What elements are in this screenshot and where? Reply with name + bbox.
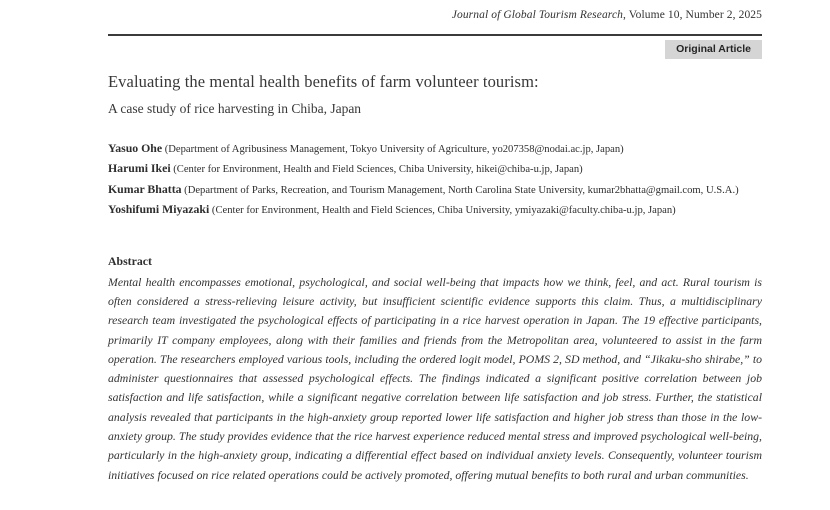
article-type-badge: Original Article (665, 40, 762, 59)
author-line (108, 139, 762, 159)
issue-info: , Volume 10, Number 2, 2025 (623, 9, 762, 21)
author-affiliation: (Center for Environment, Health and Field Sciences, Chiba University, ymiyazaki@faculty.chiba-u.jp, Japan) (209, 205, 676, 217)
abstract-heading: Abstract (108, 253, 152, 268)
abstract-text: Mental health encompasses emotional, psychological, and social well-being that impacts how we think, feel, and act. Rural tourism is often considered a stress-relieving leisure activity, but insufficient scientific evidence supports this claim. Thus, a multidisciplinary research team investigated the psychological effects of participating in a rice harvest operation in Japan. The 19 effective participants, primarily IT company employees, along with their families and friends from the Metropolitan area, volunteered to assist in the farm operation. The researchers employed various tools, including the ordered logit model, POMS 2, SD method, and “Jikaku-sho shirabe,” to administer questionnaires that assessed psychological effects. The findings indicated a significant positive correlation between job satisfaction and life satisfaction, while a significant negative correlation between life satisfaction and job stress. Further, the statistical analysis revealed that participants in the high-anxiety group reported lower life satisfaction and higher job stress than those in the low-anxiety group. The study provides evidence that the rice harvest experience reduced mental stress and improved psychological well-being, particularly in the high-anxiety group, indicating a differential effect based on individual anxiety levels. Consequently, volunteer tourism initiatives focused on rice related operations could be actively promoted, offering mutual benefits to both rural and urban communities. (108, 274, 762, 482)
author-affiliation: (Center for Environment, Health and Field Sciences, Chiba University, hikei@chiba-u.jp, Japan) (170, 164, 583, 176)
article-subtitle: A case study of rice harvesting in Chiba, Japan (108, 101, 362, 116)
author-line (108, 159, 762, 179)
author-line (108, 200, 762, 220)
author-name: Harumi Ikei (108, 161, 171, 176)
author-line (108, 180, 762, 200)
article-page (108, 0, 762, 485)
author-name: Yoshifumi Miyazaki (108, 202, 210, 217)
journal-header (108, 0, 762, 21)
author-list (108, 139, 762, 221)
article-title: Evaluating the mental health benefits of farm volunteer tourism: (108, 72, 539, 91)
author-affiliation: (Department of Agribusiness Management, Tokyo University of Agriculture, yo207358@nodai.ac.jp, Japan) (162, 144, 624, 155)
journal-name: Journal of Global Tourism Research (451, 9, 623, 21)
author-affiliation: (Department of Parks, Recreation, and Tourism Management, North Carolina State University, kumar2bhatta@gmail.com, U.S.A.) (181, 184, 739, 196)
author-name: Kumar Bhatta (108, 181, 182, 196)
badge-row (108, 40, 762, 59)
author-name: Yasuo Ohe (108, 141, 163, 155)
header-divider (108, 34, 762, 36)
